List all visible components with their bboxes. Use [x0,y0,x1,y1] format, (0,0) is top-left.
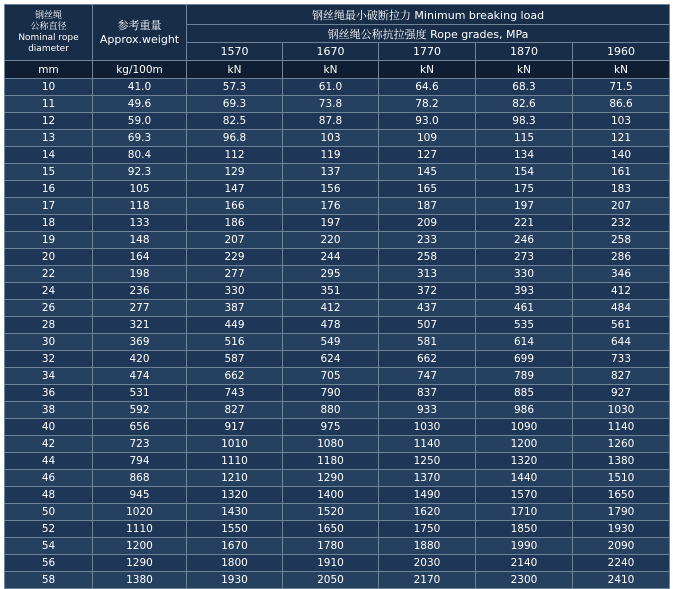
load-1770-cell: 1370 [379,470,476,487]
load-1870-cell: 535 [476,317,573,334]
load-1770-cell: 313 [379,266,476,283]
diameter-cell: 54 [5,538,93,555]
load-1870-cell: 330 [476,266,573,283]
diameter-cell: 30 [5,334,93,351]
weight-cell: 80.4 [93,147,187,164]
table-body [5,61,670,589]
load-1570-cell: 1550 [187,521,283,538]
load-1770-cell: 1490 [379,487,476,504]
weight-cell: 420 [93,351,187,368]
load-1960-cell: 2090 [573,538,670,555]
weight-cell: 1200 [93,538,187,555]
diameter-cell: 50 [5,504,93,521]
load-1670-cell: 1080 [283,436,379,453]
load-1870-cell: 1440 [476,470,573,487]
weight-cell: 723 [93,436,187,453]
load-1670-cell: 244 [283,249,379,266]
unit-cell: kN [187,61,283,79]
load-1570-cell: 387 [187,300,283,317]
load-1670-cell: 156 [283,181,379,198]
rope-breaking-load-table [4,4,670,589]
load-1960-cell: 1930 [573,521,670,538]
table-row [5,215,670,232]
table-row [5,470,670,487]
load-1570-cell: 69.3 [187,96,283,113]
load-1770-cell: 78.2 [379,96,476,113]
weight-cell: 945 [93,487,187,504]
load-1870-cell: 98.3 [476,113,573,130]
load-1670-cell: 87.8 [283,113,379,130]
table-row [5,164,670,181]
diameter-cell: 34 [5,368,93,385]
table-row [5,487,670,504]
weight-cell: 59.0 [93,113,187,130]
header-diameter-line: diameter [28,43,69,54]
unit-cell: kN [476,61,573,79]
load-1770-cell: 64.6 [379,79,476,96]
load-1570-cell: 277 [187,266,283,283]
load-1870-cell: 175 [476,181,573,198]
load-1960-cell: 484 [573,300,670,317]
table-row [5,572,670,589]
load-1570-cell: 1010 [187,436,283,453]
unit-cell: kN [379,61,476,79]
unit-cell: mm [5,61,93,79]
load-1670-cell: 549 [283,334,379,351]
load-1870-cell: 2300 [476,572,573,589]
load-1670-cell: 1520 [283,504,379,521]
load-1570-cell: 1430 [187,504,283,521]
load-1870-cell: 134 [476,147,573,164]
load-1960-cell: 103 [573,113,670,130]
weight-cell: 1290 [93,555,187,572]
load-1670-cell: 73.8 [283,96,379,113]
diameter-cell: 14 [5,147,93,164]
load-1770-cell: 258 [379,249,476,266]
load-1870-cell: 197 [476,198,573,215]
load-1570-cell: 1110 [187,453,283,470]
load-1960-cell: 86.6 [573,96,670,113]
load-1870-cell: 885 [476,385,573,402]
table-row [5,385,670,402]
table-row [5,283,670,300]
load-1670-cell: 1780 [283,538,379,555]
load-1670-cell: 624 [283,351,379,368]
table-row [5,436,670,453]
load-1960-cell: 71.5 [573,79,670,96]
load-1770-cell: 1140 [379,436,476,453]
diameter-cell: 11 [5,96,93,113]
header-nominal-diameter [5,5,93,61]
load-1960-cell: 140 [573,147,670,164]
diameter-cell: 15 [5,164,93,181]
load-1870-cell: 393 [476,283,573,300]
load-1570-cell: 449 [187,317,283,334]
weight-cell: 69.3 [93,130,187,147]
weight-cell: 1110 [93,521,187,538]
load-1570-cell: 147 [187,181,283,198]
load-1570-cell: 516 [187,334,283,351]
load-1770-cell: 209 [379,215,476,232]
load-1670-cell: 975 [283,419,379,436]
load-1770-cell: 1750 [379,521,476,538]
load-1770-cell: 662 [379,351,476,368]
diameter-cell: 38 [5,402,93,419]
load-1770-cell: 165 [379,181,476,198]
unit-cell: kN [573,61,670,79]
load-1960-cell: 286 [573,249,670,266]
load-1670-cell: 61.0 [283,79,379,96]
weight-cell: 794 [93,453,187,470]
load-1670-cell: 2050 [283,572,379,589]
diameter-cell: 58 [5,572,93,589]
load-1770-cell: 109 [379,130,476,147]
table-row [5,351,670,368]
diameter-cell: 19 [5,232,93,249]
weight-cell: 148 [93,232,187,249]
load-1960-cell: 2410 [573,572,670,589]
weight-cell: 164 [93,249,187,266]
load-1870-cell: 1570 [476,487,573,504]
load-1670-cell: 1180 [283,453,379,470]
load-1960-cell: 1260 [573,436,670,453]
load-1570-cell: 1930 [187,572,283,589]
load-1670-cell: 790 [283,385,379,402]
diameter-cell: 36 [5,385,93,402]
diameter-cell: 24 [5,283,93,300]
load-1870-cell: 789 [476,368,573,385]
weight-cell: 656 [93,419,187,436]
load-1960-cell: 1380 [573,453,670,470]
load-1670-cell: 220 [283,232,379,249]
weight-cell: 474 [93,368,187,385]
header-grade-1770: 1770 [379,43,476,61]
load-1870-cell: 82.6 [476,96,573,113]
load-1570-cell: 1800 [187,555,283,572]
load-1770-cell: 1250 [379,453,476,470]
diameter-cell: 44 [5,453,93,470]
load-1870-cell: 115 [476,130,573,147]
load-1570-cell: 743 [187,385,283,402]
header-weight-line: Approx.weight [99,32,180,46]
header-rope-grades: 钢丝绳公称抗拉强度 Rope grades, MPa [187,25,670,43]
load-1670-cell: 1400 [283,487,379,504]
table-row [5,96,670,113]
weight-cell: 531 [93,385,187,402]
load-1870-cell: 154 [476,164,573,181]
load-1570-cell: 330 [187,283,283,300]
unit-cell: kN [283,61,379,79]
load-1960-cell: 161 [573,164,670,181]
load-1670-cell: 412 [283,300,379,317]
load-1870-cell: 1090 [476,419,573,436]
load-1960-cell: 1030 [573,402,670,419]
unit-cell: kg/100m [93,61,187,79]
diameter-cell: 12 [5,113,93,130]
load-1770-cell: 581 [379,334,476,351]
weight-cell: 105 [93,181,187,198]
load-1960-cell: 232 [573,215,670,232]
weight-cell: 49.6 [93,96,187,113]
weight-cell: 1380 [93,572,187,589]
weight-cell: 198 [93,266,187,283]
table-row [5,317,670,334]
header-grade-1960: 1960 [573,43,670,61]
load-1670-cell: 351 [283,283,379,300]
table-row [5,300,670,317]
table-row [5,521,670,538]
diameter-cell: 18 [5,215,93,232]
load-1960-cell: 258 [573,232,670,249]
weight-cell: 592 [93,402,187,419]
weight-cell: 41.0 [93,79,187,96]
diameter-cell: 10 [5,79,93,96]
diameter-cell: 40 [5,419,93,436]
header-approx-weight [93,5,187,61]
diameter-cell: 17 [5,198,93,215]
load-1570-cell: 917 [187,419,283,436]
table-row [5,249,670,266]
load-1770-cell: 2030 [379,555,476,572]
load-1770-cell: 1880 [379,538,476,555]
table-row [5,130,670,147]
units-row [5,61,670,79]
load-1870-cell: 699 [476,351,573,368]
load-1670-cell: 119 [283,147,379,164]
table-row [5,504,670,521]
load-1670-cell: 197 [283,215,379,232]
load-1960-cell: 927 [573,385,670,402]
table-row [5,538,670,555]
weight-cell: 92.3 [93,164,187,181]
diameter-cell: 28 [5,317,93,334]
load-1570-cell: 1210 [187,470,283,487]
load-1670-cell: 176 [283,198,379,215]
load-1670-cell: 880 [283,402,379,419]
diameter-cell: 52 [5,521,93,538]
load-1570-cell: 1670 [187,538,283,555]
load-1960-cell: 733 [573,351,670,368]
load-1770-cell: 93.0 [379,113,476,130]
weight-cell: 868 [93,470,187,487]
table-row [5,402,670,419]
diameter-cell: 16 [5,181,93,198]
header-diameter-line: 钢丝绳 [34,10,62,21]
load-1570-cell: 82.5 [187,113,283,130]
table-row [5,113,670,130]
table-row [5,79,670,96]
load-1960-cell: 207 [573,198,670,215]
load-1960-cell: 412 [573,283,670,300]
load-1870-cell: 2140 [476,555,573,572]
load-1870-cell: 461 [476,300,573,317]
load-1870-cell: 68.3 [476,79,573,96]
table-row [5,147,670,164]
load-1870-cell: 1710 [476,504,573,521]
diameter-cell: 48 [5,487,93,504]
header-grade-1570: 1570 [187,43,283,61]
load-1770-cell: 187 [379,198,476,215]
header-diameter-line: 公称直径 [30,21,67,32]
table-row [5,181,670,198]
load-1870-cell: 1320 [476,453,573,470]
load-1770-cell: 437 [379,300,476,317]
rope-breaking-load-table-container [4,4,669,586]
load-1570-cell: 827 [187,402,283,419]
table-row [5,419,670,436]
header-weight-line: 参考重量 [117,18,162,32]
diameter-cell: 20 [5,249,93,266]
weight-cell: 369 [93,334,187,351]
load-1870-cell: 1850 [476,521,573,538]
load-1570-cell: 129 [187,164,283,181]
load-1570-cell: 166 [187,198,283,215]
load-1960-cell: 1510 [573,470,670,487]
diameter-cell: 46 [5,470,93,487]
load-1870-cell: 273 [476,249,573,266]
diameter-cell: 13 [5,130,93,147]
load-1770-cell: 145 [379,164,476,181]
load-1960-cell: 644 [573,334,670,351]
load-1570-cell: 662 [187,368,283,385]
load-1570-cell: 229 [187,249,283,266]
load-1770-cell: 837 [379,385,476,402]
load-1960-cell: 2240 [573,555,670,572]
load-1870-cell: 1200 [476,436,573,453]
table-row [5,555,670,572]
load-1570-cell: 587 [187,351,283,368]
weight-cell: 321 [93,317,187,334]
table-row [5,368,670,385]
load-1960-cell: 1790 [573,504,670,521]
load-1570-cell: 96.8 [187,130,283,147]
load-1960-cell: 827 [573,368,670,385]
load-1960-cell: 121 [573,130,670,147]
load-1570-cell: 1320 [187,487,283,504]
load-1870-cell: 221 [476,215,573,232]
load-1870-cell: 614 [476,334,573,351]
weight-cell: 236 [93,283,187,300]
table-row [5,198,670,215]
load-1570-cell: 57.3 [187,79,283,96]
load-1770-cell: 127 [379,147,476,164]
load-1770-cell: 747 [379,368,476,385]
weight-cell: 133 [93,215,187,232]
load-1770-cell: 372 [379,283,476,300]
table-row [5,453,670,470]
table-row [5,266,670,283]
load-1770-cell: 1620 [379,504,476,521]
weight-cell: 277 [93,300,187,317]
table-row [5,334,670,351]
load-1770-cell: 933 [379,402,476,419]
load-1570-cell: 186 [187,215,283,232]
load-1570-cell: 207 [187,232,283,249]
diameter-cell: 42 [5,436,93,453]
load-1770-cell: 507 [379,317,476,334]
header-grade-1670: 1670 [283,43,379,61]
load-1960-cell: 183 [573,181,670,198]
load-1960-cell: 1140 [573,419,670,436]
load-1670-cell: 705 [283,368,379,385]
header-minimum-breaking-load: 钢丝绳最小破断拉力 Minimum breaking load [187,5,670,25]
load-1960-cell: 1650 [573,487,670,504]
load-1960-cell: 561 [573,317,670,334]
load-1670-cell: 295 [283,266,379,283]
load-1870-cell: 246 [476,232,573,249]
header-diameter-line: Nominal rope [18,32,79,43]
load-1670-cell: 1290 [283,470,379,487]
load-1670-cell: 103 [283,130,379,147]
weight-cell: 118 [93,198,187,215]
load-1670-cell: 1910 [283,555,379,572]
table-row [5,232,670,249]
load-1670-cell: 137 [283,164,379,181]
load-1870-cell: 986 [476,402,573,419]
diameter-cell: 32 [5,351,93,368]
load-1770-cell: 1030 [379,419,476,436]
diameter-cell: 56 [5,555,93,572]
load-1570-cell: 112 [187,147,283,164]
diameter-cell: 22 [5,266,93,283]
load-1670-cell: 1650 [283,521,379,538]
load-1870-cell: 1990 [476,538,573,555]
load-1770-cell: 2170 [379,572,476,589]
load-1770-cell: 233 [379,232,476,249]
diameter-cell: 26 [5,300,93,317]
weight-cell: 1020 [93,504,187,521]
load-1960-cell: 346 [573,266,670,283]
header-grade-1870: 1870 [476,43,573,61]
load-1670-cell: 478 [283,317,379,334]
